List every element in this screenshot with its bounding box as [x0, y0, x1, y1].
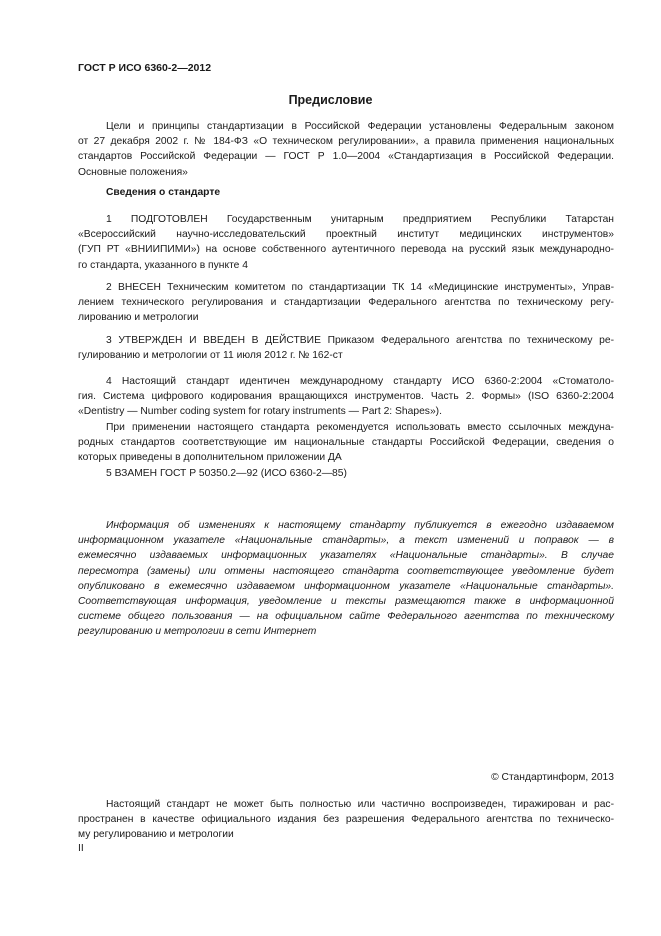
reproduction-line: му регулированию и метрологии: [78, 829, 234, 841]
notice-line: регулированию и метрологии в сети Интернет: [78, 626, 317, 638]
intro-line: Цели и принципы стандартизации в Российской Федерации установлены Федеральным законом: [106, 121, 614, 132]
intro-line: от 27 декабря 2002 г. № 184-ФЗ «О техническом регулировании», а правила применения национальных: [78, 136, 614, 148]
item4-note-line: При применении настоящего стандарта рекомендуется использовать вместо ссылочных междуна-: [106, 421, 614, 433]
item5-line: 5 ВЗАМЕН ГОСТ Р 50350.2—92 (ИСО 6360-2—85): [106, 468, 347, 479]
item1-line: (ГУП РТ «ВНИИПИМИ») на основе собственного аутентичного перевода на русский язык международно-: [78, 244, 614, 256]
preface-intro: [78, 119, 614, 180]
item2-line: 2 ВНЕСЕН Техническим комитетом по стандартизации ТК 14 «Медицинские инструменты», Управ-: [106, 282, 614, 293]
reproduction-line: Настоящий стандарт не может быть полностью или частично воспроизведен, тиражирован и рас-: [106, 799, 614, 810]
standard-info-heading: Сведения о стандарте: [106, 187, 221, 198]
notice-line: пересмотра (замены) или отмены настоящего стандарта соответствующее уведомление будет: [78, 565, 614, 577]
item3-line: гулированию и метрологии от 11 июля 2012 г. № 162-ст: [78, 350, 343, 362]
item-1: [78, 212, 614, 273]
reproduction-line: пространен в качестве официального издания без разрешения Федерального агентства по техническо-: [78, 814, 614, 826]
item4-line: 4 Настоящий стандарт идентичен международному стандарту ИСО 6360-2:2004 «Стоматоло-: [106, 376, 614, 387]
item2-line: лением технического регулирования и стандартизации Федерального агентства по техническому регу-: [78, 297, 614, 309]
item-5: [78, 466, 614, 481]
notice-line: информационном указателе «Национальные стандарты», а текст изменений и поправок — в: [78, 535, 614, 547]
item-2: [78, 280, 614, 326]
reproduction-notice: [78, 797, 614, 843]
intro-line: Основные положения»: [78, 166, 188, 178]
document-code: ГОСТ Р ИСО 6360-2—2012: [78, 62, 212, 74]
notice-line: Соответствующая информация, уведомление и тексты размещаются также в информационной: [78, 596, 614, 608]
changes-notice: [78, 518, 614, 640]
notice-line: опубликовано в ежемесячно издаваемом информационном указателе «Национальные стандарты».: [78, 580, 614, 592]
item-3: [78, 333, 614, 363]
intro-line: стандартов Российской Федерации — ГОСТ Р 1.0—2004 «Стандартизация в Российской Федерации.: [78, 151, 614, 163]
page-number: II: [78, 843, 84, 854]
item4-line: гия. Система цифрового кодирования вращающихся инструментов. Часть 2. Формы» (ISO 6360-2:2004: [78, 391, 614, 403]
item2-line: лированию и метрологии: [78, 312, 199, 324]
item1-line: «Всероссийский научно-исследовательский проектный институт медицинских инструментов»: [78, 229, 614, 241]
notice-line: ежемесячно издаваемых информационных указателях «Национальные стандарты». В случае: [78, 550, 614, 562]
item1-line: 1 ПОДГОТОВЛЕН Государственным унитарным предприятием Республики Татарстан: [106, 214, 614, 225]
notice-line: Информация об изменениях к настоящему стандарту публикуется в ежегодно издаваемом: [106, 520, 614, 531]
notice-line: системе общего пользования — на официальном сайте Федерального агентства по техническому: [78, 611, 614, 623]
item3-line: 3 УТВЕРЖДЕН И ВВЕДЕН В ДЕЙСТВИЕ Приказом Федерального агентства по техническому ре-: [106, 335, 614, 346]
item4-note-line: родных стандартов соответствующие им национальные стандарты Российской Федерации, сведения о: [78, 436, 614, 448]
item1-line: го стандарта, указанного в пункте 4: [78, 259, 248, 271]
item4-note-line: которых приведены в дополнительном приложении ДА: [78, 452, 342, 464]
item4-line: «Dentistry — Number coding system for rotary instruments — Part 2: Shapes»).: [78, 406, 442, 418]
item-4: [78, 374, 614, 465]
copyright: © Стандартинформ, 2013: [491, 772, 614, 783]
preface-title: Предисловие: [288, 93, 373, 107]
